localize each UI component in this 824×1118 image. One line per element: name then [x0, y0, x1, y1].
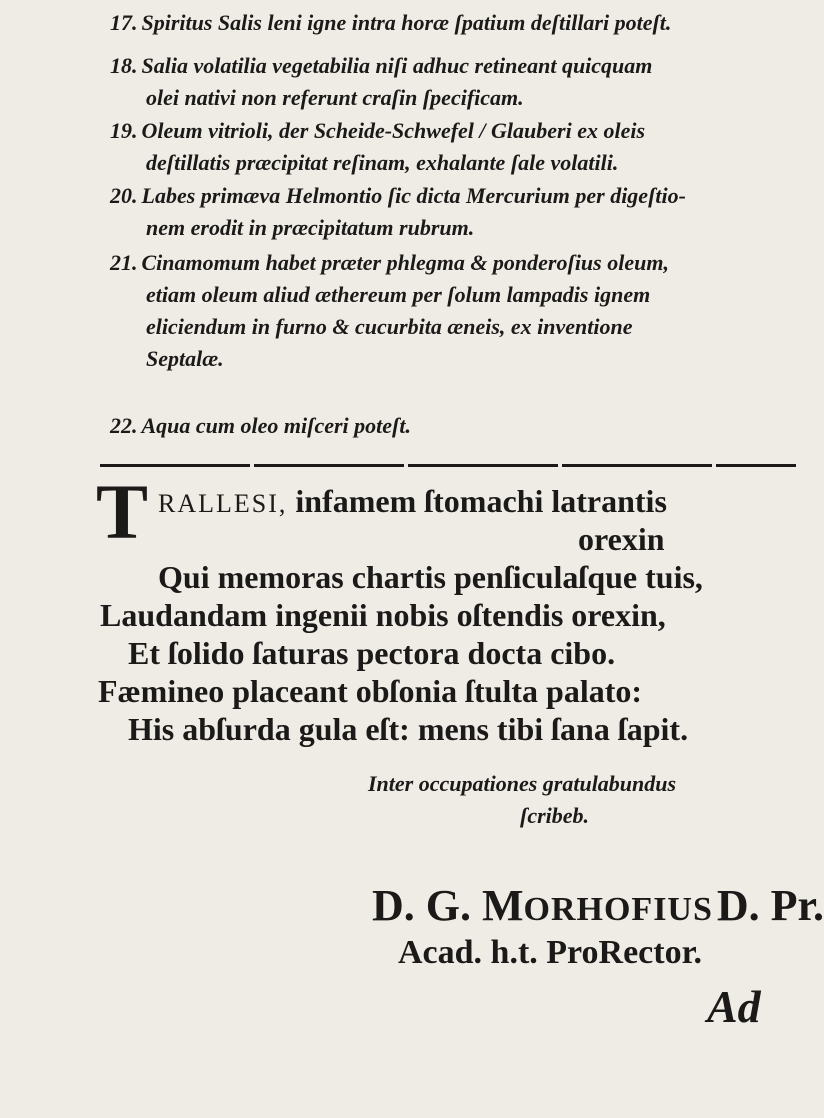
thesis-number: 19. [110, 118, 138, 143]
thesis-17 [110, 12, 671, 34]
signature-prefix: D. G. M [372, 881, 524, 930]
thesis-text: olei nativi non referunt craſin ſpecificam. [146, 85, 524, 110]
signoff-line-2: ſcribeb. [520, 803, 590, 828]
thesis-text: Septalæ. [146, 346, 224, 371]
thesis-text: Cinamomum habet præter phlegma & ponderoſius oleum, [141, 250, 669, 275]
signature-name [372, 880, 824, 931]
catchword: Ad [707, 981, 761, 1032]
thesis-number: 18. [110, 53, 138, 78]
signature-title: Acad. h.t. ProRector. [398, 934, 703, 971]
poem-line-1 [158, 484, 667, 521]
thesis-number: 20. [110, 183, 138, 208]
poem-line-text: infamem ſtomachi latrantis [295, 483, 667, 519]
thesis-text: Labes primæva Helmontio ſic dicta Mercurium per digeſtio- [141, 183, 686, 208]
thesis-22 [110, 415, 411, 437]
poem-line-6: Fæmineo placeant obſonia ſtulta palato: [98, 673, 643, 709]
signature-surname: ORHOFIUS [523, 891, 713, 928]
thesis-text: Aqua cum oleo miſceri poteſt. [141, 413, 411, 438]
thesis-text: nem erodit in præcipitatum rubrum. [146, 215, 475, 240]
thesis-text: Spiritus Salis leni igne intra horæ ſpatium deſtillari poteſt. [141, 10, 672, 35]
poem-line-7: His abſurda gula eſt: mens tibi ſana ſapit. [128, 711, 689, 747]
thesis-19 [110, 120, 645, 174]
poem-line-3: Qui memoras chartis penſiculaſque tuis, [158, 559, 703, 595]
thesis-text: eliciendum in furno & cucurbita æneis, ex inventione [146, 314, 633, 339]
drop-cap: T [95, 468, 149, 555]
thesis-text: Oleum vitrioli, der Scheide-Schwefel / Glauberi ex oleis [141, 118, 646, 143]
section-divider [100, 464, 796, 467]
thesis-text: etiam oleum aliud æthereum per ſolum lampadis ignem [146, 282, 651, 307]
thesis-18 [110, 55, 652, 109]
poem-line-5: Et ſolido ſaturas pectora docta cibo. [128, 635, 616, 671]
signoff-line-1: Inter occupationes gratulabundus [368, 771, 677, 796]
thesis-20 [110, 185, 686, 239]
poem-line-4: Laudandam ingenii nobis oſtendis orexin, [100, 597, 666, 633]
signature-suffix: D. Pr. [716, 881, 824, 930]
thesis-number: 17. [110, 10, 138, 35]
thesis-text: deſtillatis præcipitat reſinam, exhalante ſale volatili. [146, 150, 619, 175]
poem-line-2: orexin [578, 521, 665, 557]
thesis-text: Salia volatilia vegetabilia niſi adhuc retineant quicquam [141, 53, 653, 78]
thesis-number: 21. [110, 250, 138, 275]
thesis-number: 22. [110, 413, 138, 438]
thesis-21 [110, 252, 669, 370]
poem-addressee: RALLESI, [158, 489, 288, 518]
